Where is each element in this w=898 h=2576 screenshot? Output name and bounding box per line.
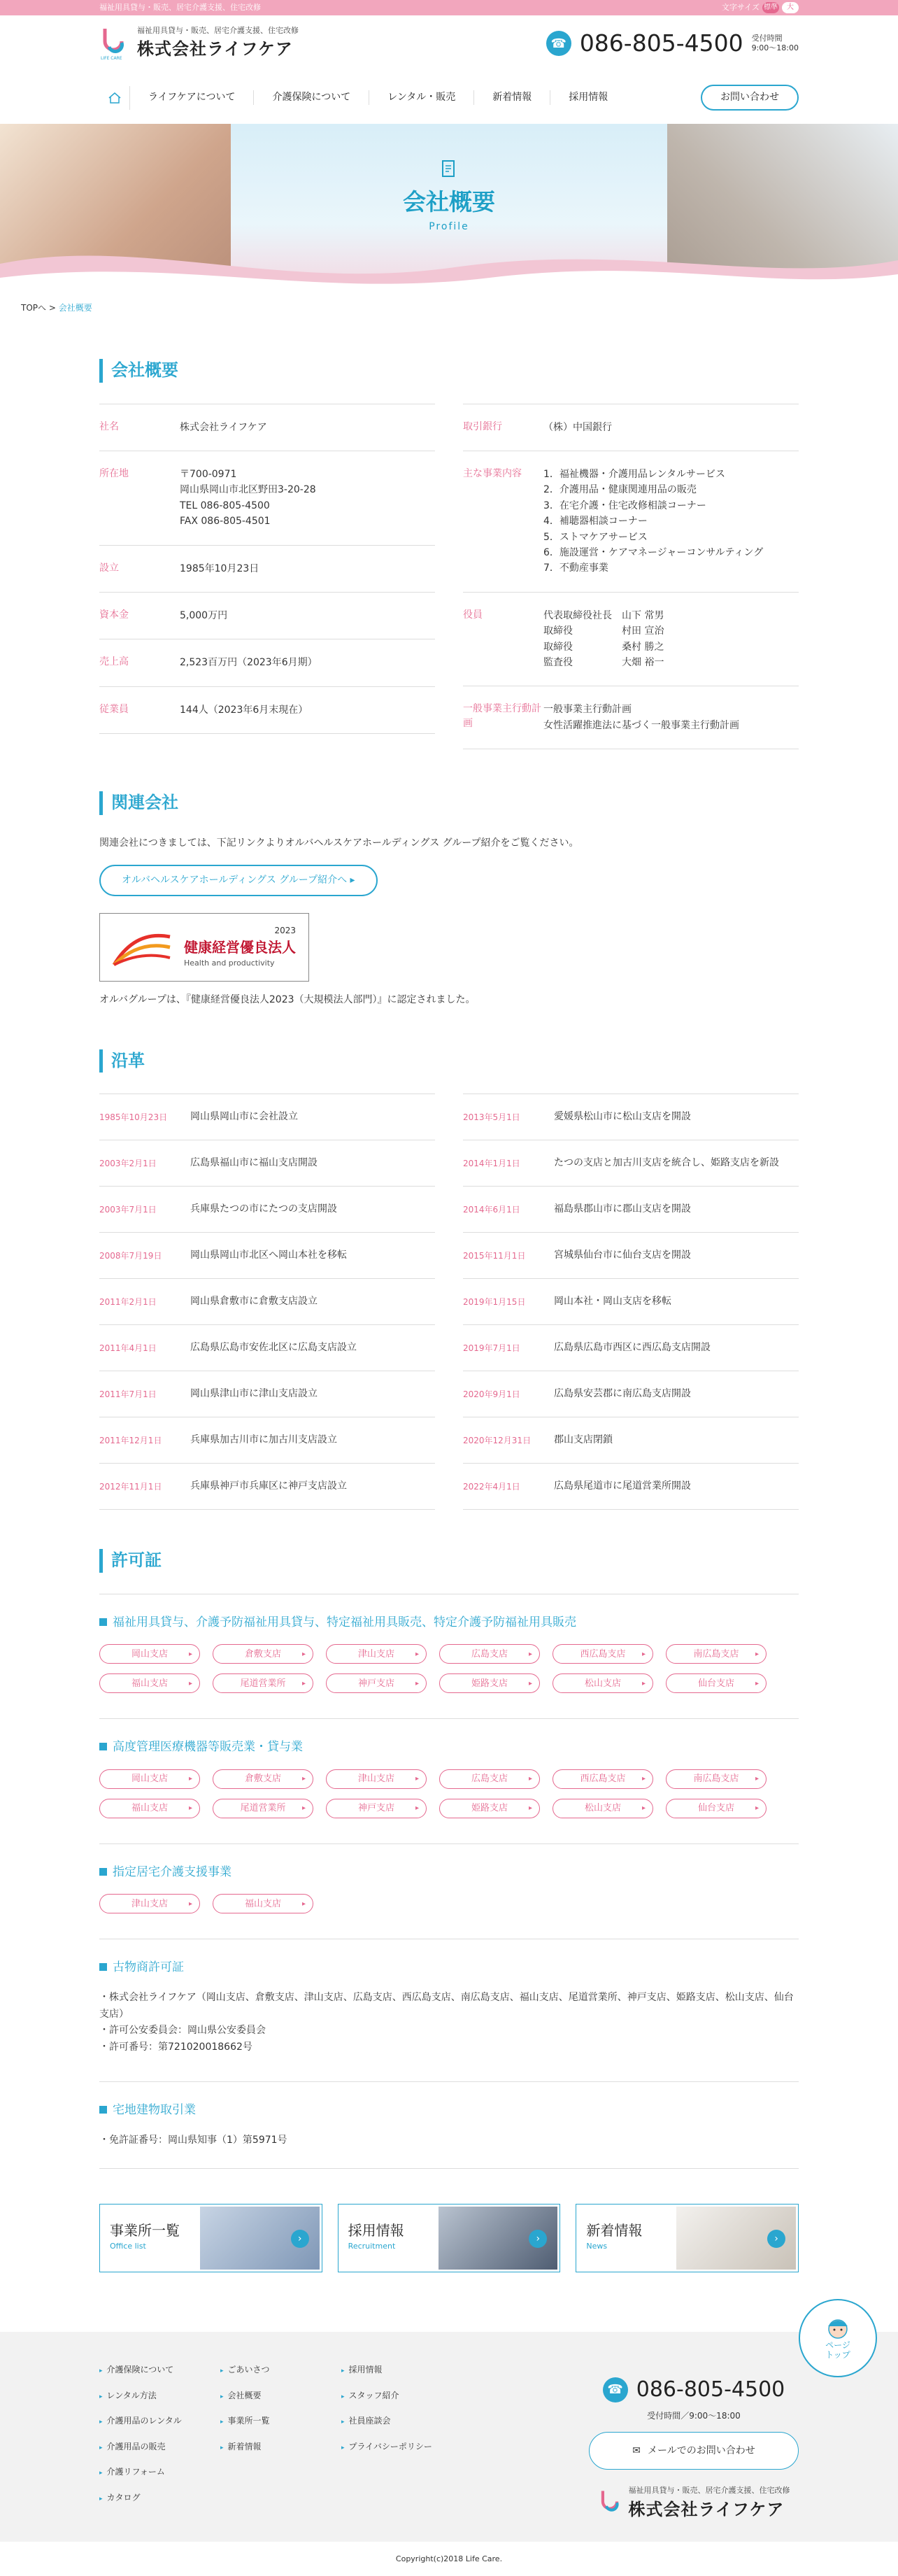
history-date: 2011年12月1日 xyxy=(99,1435,162,1445)
phone-icon: ☎ xyxy=(546,31,571,56)
branch-link-button[interactable]: 福山支店 ▸ xyxy=(99,1673,200,1693)
company-row-value: （株）中国銀行 xyxy=(543,421,612,433)
footer-link[interactable]: ▸ 介護用品の販売 xyxy=(99,2440,220,2454)
history-right-column xyxy=(463,1094,799,1510)
banner-news-en: News xyxy=(586,2242,608,2251)
company-row-key: 一般事業主行動計画 xyxy=(463,703,541,730)
banner-news-title: 新着情報 xyxy=(586,2222,643,2239)
history-text: 郡山支店閉鎖 xyxy=(554,1434,613,1446)
footer-logo-sub: 福祉用具貸与・販売、居宅介護支援、住宅改修 xyxy=(628,2486,790,2495)
company-row xyxy=(463,451,799,592)
hero-banner xyxy=(0,124,898,292)
history-date: 2022年4月1日 xyxy=(463,1481,520,1492)
banner-offices[interactable] xyxy=(99,2204,322,2272)
history-row xyxy=(463,1324,799,1371)
svg-text:LIFE CARE: LIFE CARE xyxy=(101,56,122,61)
branch-link-button[interactable]: 姫路支店 ▸ xyxy=(439,1799,540,1818)
footer-link[interactable]: ▸ カタログ xyxy=(99,2491,220,2505)
history-date: 2011年2月1日 xyxy=(99,1296,157,1307)
branch-link-button[interactable]: 倉敷支店 ▸ xyxy=(213,1644,313,1664)
branch-link-button[interactable]: 倉敷支店 ▸ xyxy=(213,1769,313,1789)
history-text: 岡山県岡山市に会社設立 xyxy=(190,1111,298,1123)
history-text: 岡山県岡山市北区へ岡山本社を移転 xyxy=(190,1250,347,1261)
breadcrumb xyxy=(0,292,898,324)
license-title: 指定居宅介護支援事業 xyxy=(99,1864,799,1882)
main-content xyxy=(0,359,898,2272)
footer-contact xyxy=(589,2374,799,2522)
banner-recruit-en: Recruitment xyxy=(348,2242,396,2251)
footer-link[interactable]: ▸ 採用情報 xyxy=(341,2363,462,2377)
company-row xyxy=(99,451,435,545)
footer-link[interactable]: ▸ プライバシーポリシー xyxy=(341,2440,462,2454)
footer-link-column xyxy=(99,2363,220,2517)
banner-recruit-title: 採用情報 xyxy=(348,2222,404,2239)
group-intro-button[interactable]: オルバヘルスケアホールディングス グループ紹介へ ▸ xyxy=(99,865,378,896)
award-year: 2023 xyxy=(274,926,296,936)
footer-link[interactable]: ▸ 介護用品のレンタル xyxy=(99,2414,220,2428)
history-row xyxy=(463,1278,799,1324)
page-title: 会社概要 xyxy=(403,188,495,215)
history-date: 2014年1月1日 xyxy=(463,1158,520,1168)
history-row xyxy=(99,1463,435,1510)
branch-links xyxy=(99,1644,799,1693)
branch-link-button[interactable]: 津山支店 ▸ xyxy=(99,1894,200,1913)
branch-link-button[interactable]: 尾道営業所 ▸ xyxy=(213,1799,313,1818)
related-text: 関連会社につきましては、下記リンクよりオルバヘルスケアホールディングス グループ紹介をご覧ください。 xyxy=(99,837,579,849)
branch-link-button[interactable]: 松山支店 ▸ xyxy=(553,1673,653,1693)
history-row xyxy=(463,1463,799,1510)
history-row xyxy=(99,1140,435,1186)
history-date: 2011年7月1日 xyxy=(99,1389,157,1399)
nav-contact-button[interactable]: お問い合わせ xyxy=(701,85,799,111)
history-row xyxy=(99,1371,435,1417)
company-row-key: 資本金 xyxy=(99,609,129,621)
branch-link-button[interactable]: 広島支店 ▸ xyxy=(439,1769,540,1789)
history-row xyxy=(99,1278,435,1324)
hours-label: 受付時間 xyxy=(751,33,783,43)
company-row-value: 144人（2023年6月末現在） xyxy=(180,704,308,716)
realestate-text: ・免許証番号：岡山県知事（1）第5971号 xyxy=(99,2134,287,2146)
history-text: 広島県尾道市に尾道営業所開設 xyxy=(554,1480,691,1492)
history-text: 兵庫県神戸市兵庫区に神戸支店設立 xyxy=(190,1480,347,1492)
branch-link-button[interactable]: 松山支店 ▸ xyxy=(553,1799,653,1818)
page-top-button[interactable] xyxy=(799,2299,877,2377)
mail-icon: ✉ xyxy=(632,2444,641,2456)
footer-link-column xyxy=(220,2363,341,2517)
history-row xyxy=(463,1186,799,1232)
company-row-key: 従業員 xyxy=(99,703,129,715)
nav-rental[interactable]: レンタル・販売 xyxy=(369,90,474,105)
branch-link-button[interactable]: 仙台支店 ▸ xyxy=(666,1673,767,1693)
history-date: 2008年7月19日 xyxy=(99,1250,162,1261)
history-date: 2020年9月1日 xyxy=(463,1389,520,1399)
history-row xyxy=(99,1324,435,1371)
history-text: 広島県安芸郡に南広島支店開設 xyxy=(554,1388,691,1400)
company-row-value: 1985年10月23日 xyxy=(180,562,259,574)
banner-news[interactable] xyxy=(576,2204,799,2272)
history-text: たつの支店と加古川支店を統合し、姫路支店を新設 xyxy=(554,1157,779,1169)
antique-title: 古物商許可証 xyxy=(99,1959,799,1977)
mail-contact-button[interactable] xyxy=(589,2432,799,2470)
branch-link-button[interactable]: 尾道営業所 ▸ xyxy=(213,1673,313,1693)
footer-link[interactable]: ▸ 介護リフォーム xyxy=(99,2465,220,2479)
history-date: 2011年4月1日 xyxy=(99,1343,157,1353)
logo[interactable] xyxy=(99,25,299,62)
history-date: 1985年10月23日 xyxy=(99,1112,168,1122)
font-size-large-button[interactable]: 大 xyxy=(782,2,799,13)
company-row-value: 株式会社ライフケア xyxy=(180,421,267,433)
hours-value: 9:00～18:00 xyxy=(751,43,799,52)
history-row xyxy=(99,1232,435,1278)
history-text: 広島県広島市安佐北区に広島支店設立 xyxy=(190,1342,357,1354)
award-text xyxy=(184,924,296,970)
banner-recruit[interactable] xyxy=(338,2204,561,2272)
nav-insurance[interactable]: 介護保険について xyxy=(254,90,369,105)
history-date: 2019年1月15日 xyxy=(463,1296,526,1307)
company-row-value: 2,523百万円（2023年6月期） xyxy=(180,657,318,669)
history-date: 2014年6月1日 xyxy=(463,1204,520,1215)
history-date: 2015年11月1日 xyxy=(463,1250,526,1261)
history-text: 兵庫県加古川市に加古川支店設立 xyxy=(190,1434,337,1446)
footer xyxy=(0,2332,898,2542)
branch-link-button[interactable]: 西広島支店 ▸ xyxy=(553,1644,653,1664)
branch-link-button[interactable]: 福山支店 ▸ xyxy=(99,1799,200,1818)
award-en: Health and productivity xyxy=(184,958,275,968)
history-date: 2012年11月1日 xyxy=(99,1481,162,1492)
history-left-column xyxy=(99,1094,435,1510)
company-row-value: 代表取締役社長 山下 常男 取締役 村田 宣治 取締役 桑村 勝之 監査役 大畑 裕一 xyxy=(543,609,664,668)
branch-links xyxy=(99,1769,799,1818)
hero-wave xyxy=(0,236,898,292)
company-row-key: 売上高 xyxy=(99,656,129,668)
company-row xyxy=(99,404,435,451)
breadcrumb-separator: > xyxy=(48,303,56,313)
award-note: オルバグループは、『健康経営優良法人2023（大規模法人部門）』に認定されました。 xyxy=(99,993,476,1005)
history-text: 岡山本社・岡山支店を移転 xyxy=(554,1296,671,1308)
branch-link-button[interactable]: 岡山支店 ▸ xyxy=(99,1644,200,1664)
history-text: 愛媛県松山市に松山支店を開設 xyxy=(554,1111,691,1123)
header-hours xyxy=(752,34,799,54)
chevron-right-icon: › xyxy=(767,2230,785,2248)
font-size-label: 文字サイズ xyxy=(721,2,760,12)
breadcrumb-current: 会社概要 xyxy=(58,303,92,313)
branch-links xyxy=(99,1894,799,1913)
phone-icon: ☎ xyxy=(603,2377,628,2402)
award-banner xyxy=(99,913,309,982)
group-intro-label: オルバヘルスケアホールディングス グループ紹介へ xyxy=(122,874,348,886)
company-row xyxy=(99,639,435,686)
bottom-banners xyxy=(99,2204,799,2272)
license-title: 高度管理医療機器等販売業・貸与業 xyxy=(99,1739,799,1757)
history-text: 宮城県仙台市に仙台支店を開設 xyxy=(554,1250,691,1261)
license-block xyxy=(99,1594,799,1694)
breadcrumb-top-link[interactable]: TOPへ xyxy=(21,303,47,313)
license-block xyxy=(99,1718,799,1818)
footer-link-column xyxy=(341,2363,462,2517)
footer-link[interactable]: ▸ 会社概要 xyxy=(220,2389,341,2402)
branch-link-button[interactable]: 神戸支店 ▸ xyxy=(326,1799,427,1818)
history-text: 福島県郡山市に郡山支店を開設 xyxy=(554,1203,691,1215)
tagline: 福祉用具貸与・販売、居宅介護支援、住宅改修 xyxy=(99,2,261,12)
company-row-key: 主な事業内容 xyxy=(463,467,522,479)
company-right-column xyxy=(463,404,799,749)
award-title: 健康経営優良法人 xyxy=(184,939,296,956)
footer-hours: 受付時間／9:00～18:00 xyxy=(647,2411,741,2421)
company-row xyxy=(99,545,435,592)
history-text: 広島県福山市に福山支店開設 xyxy=(190,1157,318,1169)
page-top-label: ページトップ xyxy=(825,2340,850,2360)
footer-link[interactable]: ▸ 事業所一覧 xyxy=(220,2414,341,2428)
chevron-right-icon: › xyxy=(291,2230,309,2248)
logo-mark-icon xyxy=(598,2489,622,2518)
company-row-key: 取引銀行 xyxy=(463,420,502,432)
realestate-license xyxy=(99,2081,799,2169)
copyright: Copyright(c)2018 Life Care. xyxy=(395,2554,503,2563)
antique-license xyxy=(99,1939,799,2056)
nav-news[interactable]: 新着情報 xyxy=(474,90,550,105)
nav-recruit[interactable]: 採用情報 xyxy=(569,92,608,103)
licenses-heading: 許可証 xyxy=(99,1549,799,1573)
company-row-key: 設立 xyxy=(99,562,119,574)
history-row xyxy=(463,1232,799,1278)
branch-link-button[interactable]: 津山支店 ▸ xyxy=(326,1644,427,1664)
footer-link[interactable]: ▸ スタッフ紹介 xyxy=(341,2389,462,2402)
history-row xyxy=(99,1094,435,1140)
footer-link[interactable]: ▸ 新着情報 xyxy=(220,2440,341,2454)
award-logo-icon xyxy=(107,923,177,972)
history-row xyxy=(463,1371,799,1417)
history-row xyxy=(463,1140,799,1186)
history-date: 2013年5月1日 xyxy=(463,1112,520,1122)
footer-link[interactable]: ▸ ごあいさつ xyxy=(220,2363,341,2377)
history-row xyxy=(99,1417,435,1463)
nav-home-icon[interactable] xyxy=(99,86,130,110)
branch-link-button[interactable]: 西広島支店 ▸ xyxy=(553,1769,653,1789)
history-text: 岡山県津山市に津山支店設立 xyxy=(190,1388,318,1400)
footer-logo-name: 株式会社ライフケア xyxy=(628,2499,785,2519)
company-row-value: 一般事業主行動計画 女性活躍推進法に基づく一般事業主行動計画 xyxy=(543,704,739,731)
company-row-key: 所在地 xyxy=(99,467,129,479)
company-heading: 会社概要 xyxy=(99,359,799,383)
company-row-value: 5,000万円 xyxy=(180,609,228,621)
banner-offices-en: Office list xyxy=(110,2242,146,2251)
hero-center xyxy=(0,159,898,234)
history-text: 岡山県倉敷市に倉敷支店設立 xyxy=(190,1296,318,1308)
top-bar xyxy=(0,0,898,15)
branch-link-button[interactable]: 神戸支店 ▸ xyxy=(326,1673,427,1693)
history-table xyxy=(99,1094,799,1510)
branch-link-button[interactable]: 津山支店 ▸ xyxy=(326,1769,427,1789)
header-contact xyxy=(546,26,799,61)
company-row xyxy=(99,592,435,639)
branch-link-button[interactable]: 岡山支店 ▸ xyxy=(99,1769,200,1789)
branch-link-button[interactable]: 仙台支店 ▸ xyxy=(666,1799,767,1818)
font-size-switcher xyxy=(722,2,799,14)
branch-link-button[interactable]: 南広島支店 ▸ xyxy=(666,1644,767,1664)
history-text: 兵庫県たつの市にたつの支店開設 xyxy=(190,1203,337,1215)
main-nav xyxy=(0,71,898,124)
company-row-value: 〒700-0971 岡山県岡山市北区野田3-20-28 TEL 086-805-4500 FAX 086-805-4501 xyxy=(180,468,316,528)
branch-link-button[interactable]: 南広島支店 ▸ xyxy=(666,1769,767,1789)
company-left-column xyxy=(99,404,435,749)
banner-offices-title: 事業所一覧 xyxy=(110,2222,180,2239)
history-row xyxy=(463,1417,799,1463)
history-date: 2020年12月31日 xyxy=(463,1435,532,1445)
license-blocks xyxy=(99,1594,799,1914)
footer-link[interactable]: ▸ レンタル方法 xyxy=(99,2389,220,2402)
branch-link-button[interactable]: 姫路支店 ▸ xyxy=(439,1673,540,1693)
footer-link[interactable]: ▸ 介護保険について xyxy=(99,2363,220,2377)
document-icon xyxy=(440,159,458,180)
history-row xyxy=(463,1094,799,1140)
footer-link[interactable]: ▸ 社員座談会 xyxy=(341,2414,462,2428)
company-row-key: 役員 xyxy=(463,609,483,621)
company-row xyxy=(463,404,799,451)
mail-contact-label: メールでのお問い合わせ xyxy=(648,2444,755,2456)
history-date: 2019年7月1日 xyxy=(463,1343,520,1353)
company-row-value: 1．福祉機器・介護用品レンタルサービス 2．介護用品・健康関連用品の販売 3．在宅介護・住宅改修相談コーナー 4．補聴器相談コーナー 5．ストマケアサービス 6．施設運営・ケアマネージャーコンサルティング 7．不動産事業 xyxy=(543,468,764,574)
branch-link-button[interactable]: 福山支店 ▸ xyxy=(213,1894,313,1913)
antique-text: ・株式会社ライフケア（岡山支店、倉敷支店、津山支店、広島支店、西広島支店、南広島支店、福山支店、尾道営業所、神戸支店、姫路支店、松山支店、仙台支店） ・許可公安委員会：岡山県公安委員会 ・許可番号：第721020018662号 xyxy=(99,1991,794,2053)
logo-mark-icon xyxy=(99,26,127,61)
footer-logo[interactable] xyxy=(589,2485,799,2522)
logo-name: 株式会社ライフケア xyxy=(137,39,293,59)
related-heading: 関連会社 xyxy=(99,791,799,815)
header-tel[interactable]: 086-805-4500 xyxy=(579,29,743,57)
history-text: 広島県広島市西区に西広島支店開設 xyxy=(554,1342,711,1354)
company-table xyxy=(99,404,799,749)
history-heading: 沿革 xyxy=(99,1049,799,1073)
license-block xyxy=(99,1843,799,1914)
history-date: 2003年7月1日 xyxy=(99,1204,157,1215)
realestate-title: 宅地建物取引業 xyxy=(99,2102,799,2120)
company-row xyxy=(463,686,799,749)
branch-link-button[interactable]: 広島支店 ▸ xyxy=(439,1644,540,1664)
footer-tel[interactable]: 086-805-4500 xyxy=(636,2377,785,2402)
chevron-right-icon: › xyxy=(529,2230,547,2248)
site-header xyxy=(0,15,898,71)
company-row xyxy=(463,592,799,686)
company-row-key: 社名 xyxy=(99,420,119,432)
logo-subtitle: 福祉用具貸与・販売、居宅介護支援、住宅改修 xyxy=(137,25,299,35)
font-size-normal-button[interactable]: 標準 xyxy=(762,2,779,13)
page-subtitle: Profile xyxy=(429,220,469,232)
nav-about[interactable]: ライフケアについて xyxy=(130,90,254,105)
license-title: 福祉用具貸与、介護予防福祉用具貸与、特定福祉用具販売、特定介護予防福祉用具販売 xyxy=(99,1614,799,1632)
history-row xyxy=(99,1186,435,1232)
history-date: 2003年2月1日 xyxy=(99,1158,157,1168)
company-row xyxy=(99,686,435,734)
mascot-icon xyxy=(824,2316,852,2340)
